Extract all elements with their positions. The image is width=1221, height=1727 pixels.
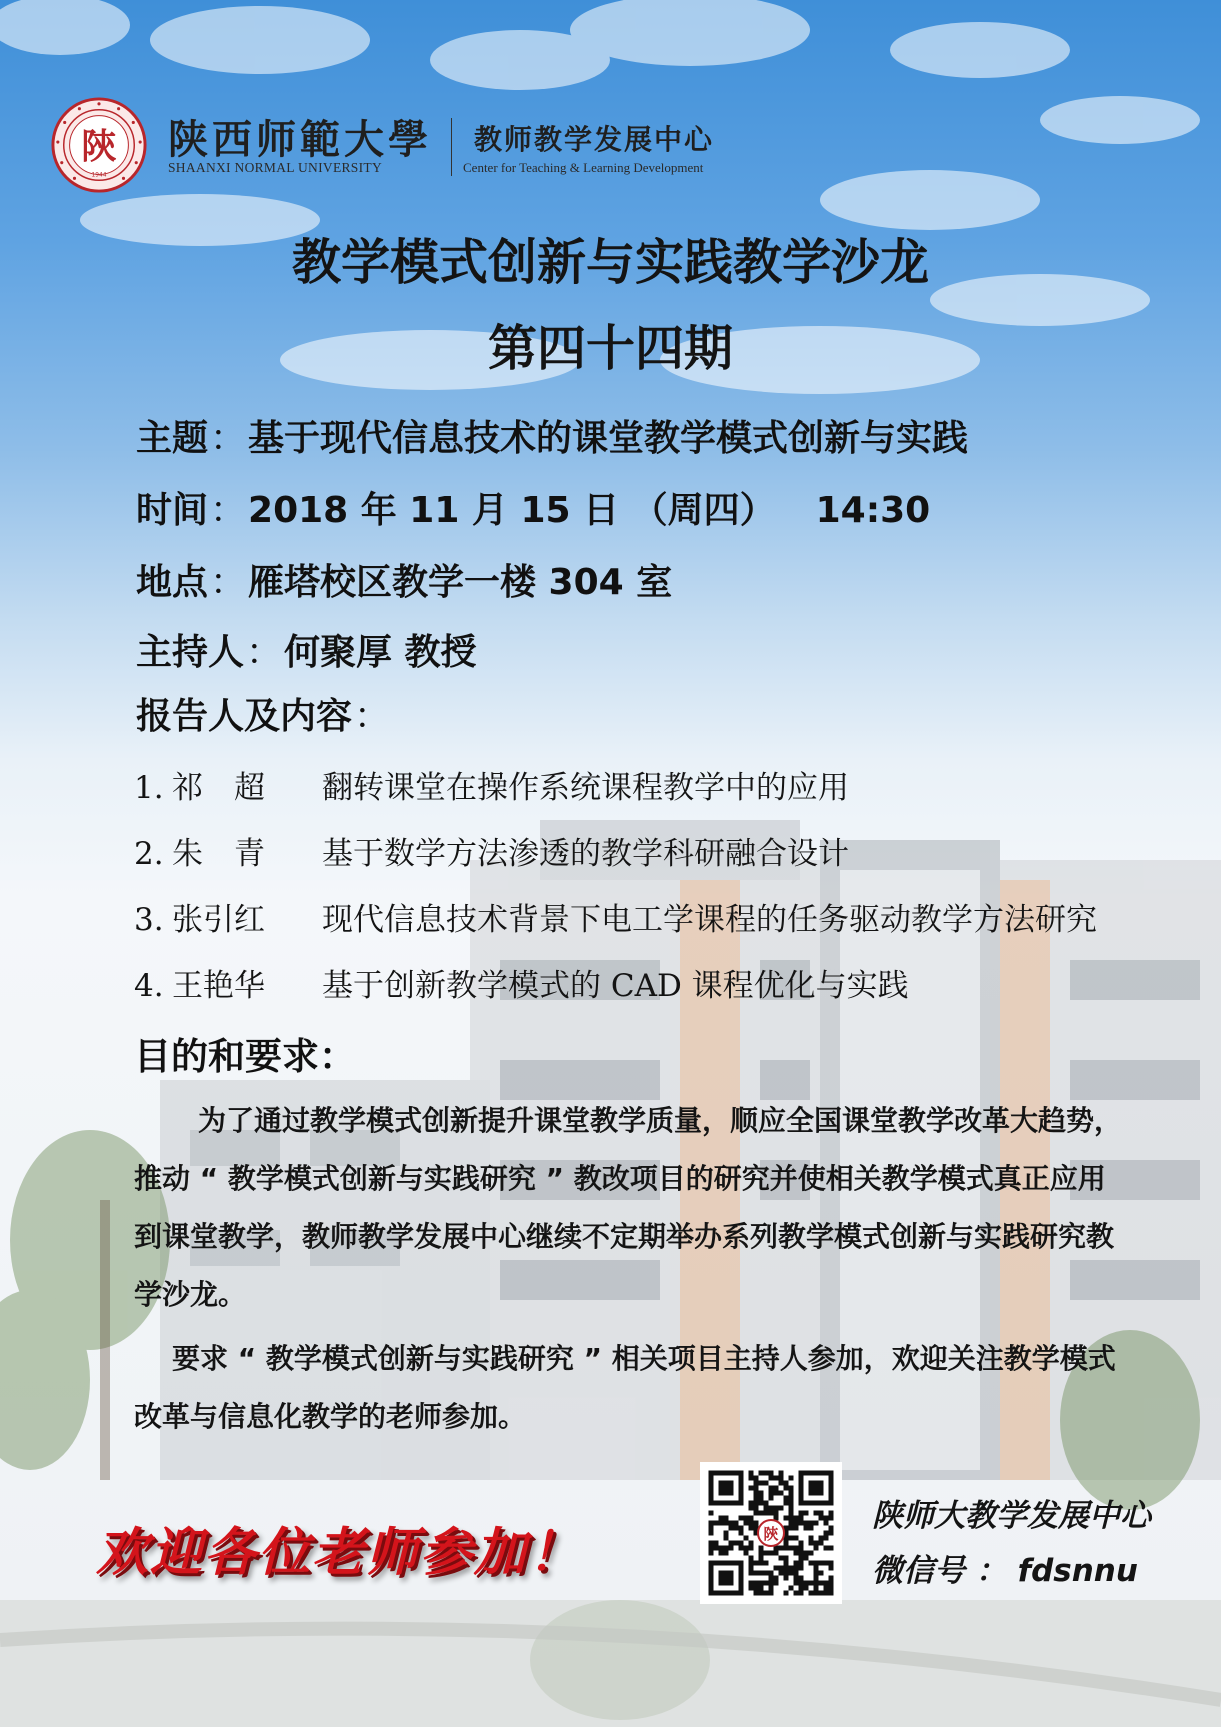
- time-row: [136, 482, 930, 533]
- colon: ：: [210, 418, 247, 459]
- svg-text:1944: 1944: [91, 172, 107, 179]
- poster-issue: 第四十四期: [487, 320, 733, 377]
- speaker-number: 2.: [134, 836, 164, 872]
- theme-label: 主题: [136, 418, 209, 459]
- speaker-item: [134, 894, 1097, 939]
- purpose-paragraph: 为了通过教学模式创新提升课堂教学质量，顺应全国课堂教学改革大趋势，推动 “ 教学模式创新与实践研究 ” 教改项目的研究并使相关教学模式真正应用到课堂教学，教师教学发展中心继续不定期举办系列教学模式创新与实践研究教学沙龙。: [134, 1104, 1123, 1311]
- time-clock: 14:30: [815, 490, 931, 531]
- speaker-item: [134, 828, 849, 873]
- welcome-slogan: 欢迎各位老师参加！: [96, 1523, 583, 1583]
- theme-row: [136, 410, 968, 461]
- place-row: [136, 554, 672, 605]
- purpose-heading: 目的和要求：: [134, 1035, 356, 1078]
- center-name-cn: 教师教学发展中心: [474, 123, 715, 156]
- speakers-heading-row: [136, 688, 392, 739]
- speaker-item: [134, 960, 909, 1005]
- speaker-topic: 现代信息技术背景下电工学课程的任务驱动教学方法研究: [322, 902, 1097, 938]
- speaker-number: 4.: [134, 968, 164, 1004]
- place-label: 地点: [136, 562, 209, 603]
- university-name-cn: 陕西师範大學: [168, 116, 432, 163]
- center-name-en: Center for Teaching & Learning Development: [463, 160, 704, 175]
- svg-text:陝: 陝: [81, 126, 117, 168]
- wechat-qr-code: [700, 1462, 842, 1604]
- university-seal-logo: [50, 96, 148, 194]
- speaker-number: 3.: [134, 902, 164, 938]
- time-label: 时间: [136, 490, 209, 531]
- colon: ：: [210, 490, 247, 531]
- speaker-name: 朱 青: [172, 836, 265, 872]
- host-row: [136, 624, 477, 675]
- colon: ：: [354, 696, 391, 737]
- place-value: 雁塔校区教学一楼 304 室: [248, 562, 673, 603]
- speaker-name: 王艳华: [172, 968, 265, 1004]
- requirement-paragraph: 要求 “ 教学模式创新与实践研究 ” 相关项目主持人参加，欢迎关注教学模式改革与信息化教学的老师参加。: [134, 1342, 1116, 1433]
- speaker-name: 祁 超: [172, 770, 265, 806]
- poster-title: 教学模式创新与实践教学沙龙: [291, 234, 929, 291]
- wechat-id: 微信号 ： fdsnnu: [872, 1553, 1138, 1589]
- speaker-topic: 翻转课堂在操作系统课程教学中的应用: [322, 770, 849, 806]
- speaker-topic: 基于创新教学模式的 CAD 课程优化与实践: [322, 968, 909, 1004]
- speakers-label: 报告人及内容: [136, 696, 353, 737]
- wechat-account-name: 陕师大教学发展中心: [872, 1498, 1151, 1534]
- colon: ：: [210, 562, 247, 603]
- speaker-topic: 基于数学方法渗透的教学科研融合设计: [322, 836, 849, 872]
- theme-value: 基于现代信息技术的课堂教学模式创新与实践: [248, 418, 969, 459]
- host-label: 主持人: [136, 632, 245, 673]
- time-value: 2018 年 11 月 15 日 （周四）: [248, 490, 776, 531]
- speaker-number: 1.: [134, 770, 164, 806]
- host-value: 何聚厚 教授: [284, 632, 477, 673]
- svg-text:陝: 陝: [763, 1525, 779, 1543]
- colon: ：: [246, 632, 283, 673]
- speaker-item: [134, 762, 849, 807]
- header-divider: [451, 118, 452, 176]
- speaker-name: 张引红: [172, 902, 265, 938]
- university-name-en: SHAANXI NORMAL UNIVERSITY: [168, 160, 382, 175]
